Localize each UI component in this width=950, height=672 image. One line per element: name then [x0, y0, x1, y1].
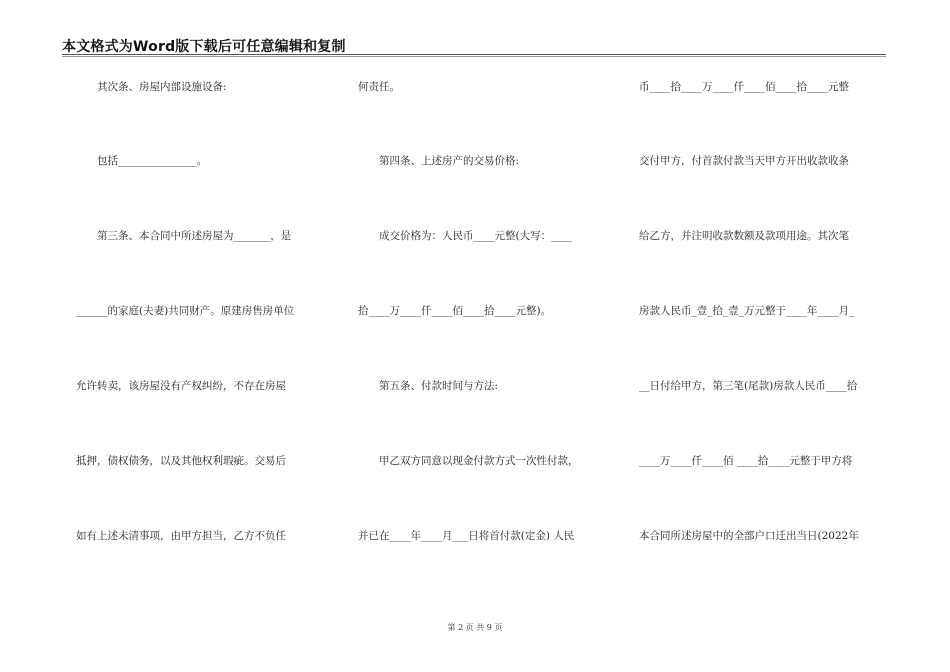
col3-line-7: 本合同所述房屋中的全部户口迁出当日(2022年 [639, 530, 859, 542]
col3-line-5: __日付给甲方，第三笔(尾款)房款人民币____拾 [639, 380, 858, 392]
col1-line-3: 第三条、本合同中所述房屋为_______，是 [76, 230, 292, 242]
page-number-footer: 第 2 页 共 9 页 [447, 623, 503, 632]
col3-line-4: 房款人民币_壹_拾_壹_万元整于____年____月_ [639, 305, 855, 317]
header-rule-top [62, 54, 886, 55]
col1-line-5: 允许转卖，该房屋没有产权纠纷，不存在房屋 [76, 380, 286, 392]
col2-line-5: 第五条、付款时间与方法: [358, 380, 499, 392]
col1-line-4: ______的家庭(夫妻)共同财产。原建房售房单位 [76, 305, 295, 317]
col2-line-3: 成交价格为：人民币____元整(大写：____ [358, 230, 573, 242]
col2-line-2: 第四条、上述房产的交易价格: [358, 155, 520, 167]
col2-line-6: 甲乙双方同意以现金付款方式一次性付款， [358, 455, 579, 467]
document-header-title: 本文格式为Word版下载后可任意编辑和复制 [62, 39, 346, 55]
col3-line-1: 币____拾____万____仟____佰____拾____元整 [639, 81, 849, 93]
col3-line-6: ____万____仟____佰 ____拾____元整于甲方将 [639, 455, 853, 467]
col3-line-2: 交付甲方，付首款付款当天甲方开出收款收条 [639, 155, 849, 167]
col3-line-3: 给乙方，并注明收款数额及款项用途。其次笔 [639, 230, 849, 242]
col2-line-7: 并已在____年____月___日将首付款(定金) 人民 [358, 530, 575, 542]
col2-line-4: 拾____万____仟____佰____拾____元整)。 [358, 305, 552, 317]
col1-line-1: 其次条、房屋内部设施设备: [76, 81, 227, 93]
col1-line-2: 包括_______________。 [76, 155, 208, 167]
header-rule-bottom [62, 56, 886, 57]
col1-line-6: 抵押，债权债务，以及其他权利瑕疵。交易后 [76, 455, 286, 467]
col1-line-7: 如有上述未清事项，由甲方担当，乙方不负任 [76, 530, 286, 542]
col2-line-1: 何责任。 [358, 81, 400, 93]
